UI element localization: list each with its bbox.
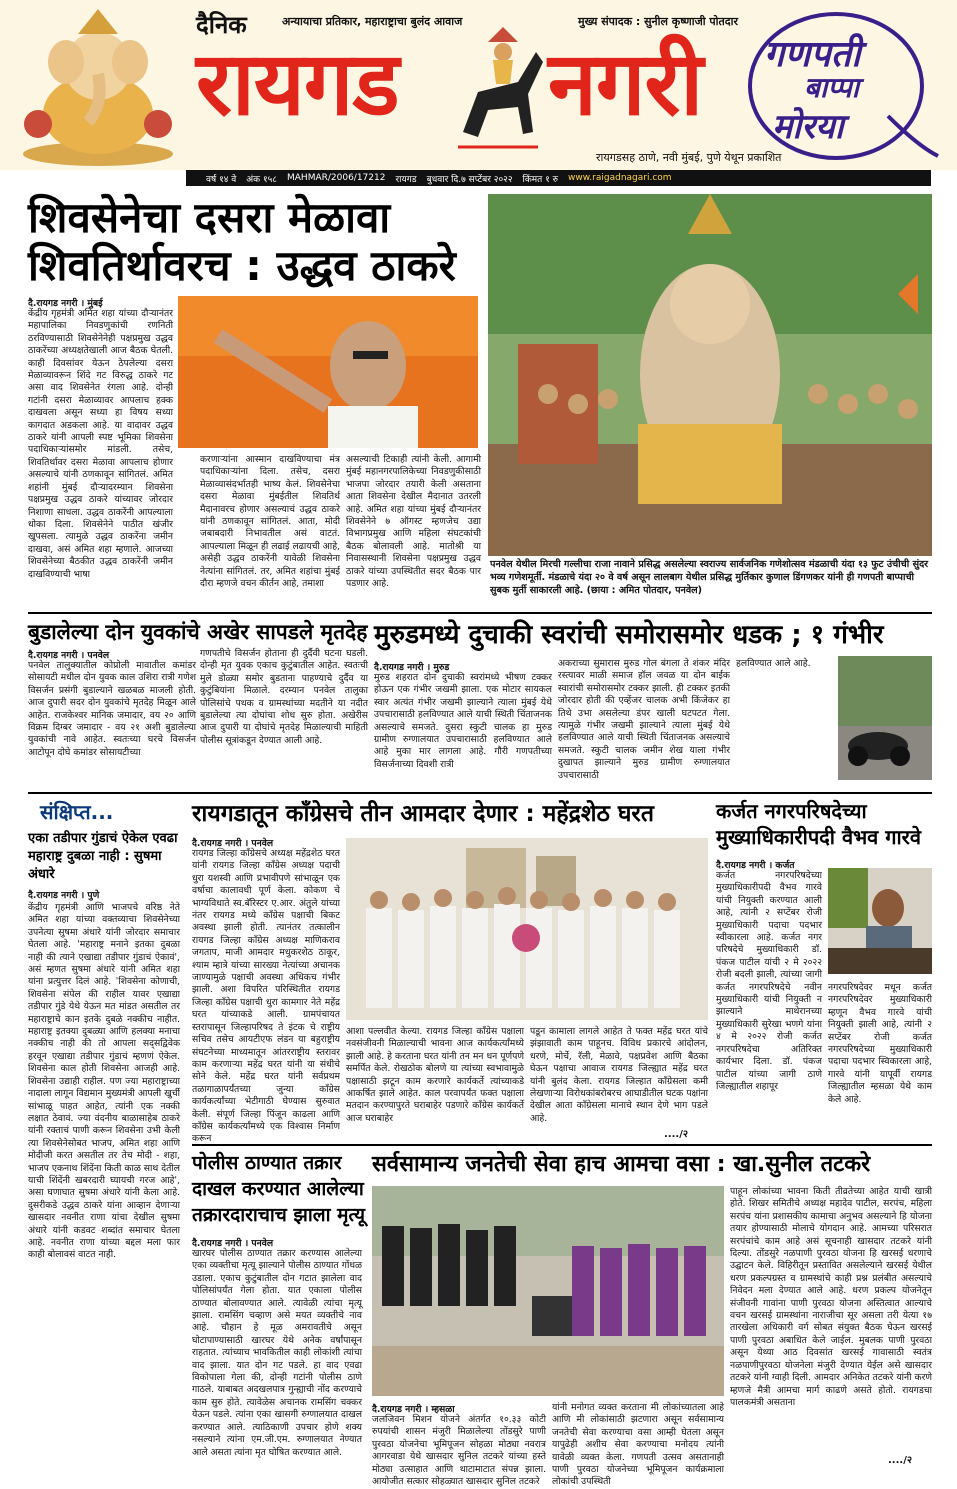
murud-headline: मुरुडमध्ये दुचाकी स्वरांची समोरासमोर धडक ; १ गंभीर <box>374 620 884 650</box>
drown-col-1: पनवेल तालुक्यातील कोप्रोली मावातील कमांडर सोसायटी मधील दोन युवक काल उशिरा रात्री गणेश विसर्जन प्रसंगी बुडाल्याने खळबळ माजली होती. आज दुपारी सदर दोन युवकांचे मृतदेह मिळून आले आहेत. राजकेश्वर मानिक जमादार, वय २० आणि विक्रम दिग्बर जमादार - वय २१ अशी बुडालेल्या युवकांची नावे आहेत. स्वतःच्या घरचे विसर्जन आटोपून दोघे कमांडर सोसायटीच्या <box>28 660 196 758</box>
festive-text-1: गणपती <box>764 33 861 75</box>
lead-byline: दै.रायगड नगरी । मुंबई <box>28 298 103 309</box>
congress-col-1: रायगड जिल्हा कॉंग्रेसचे अध्यक्ष महेंद्रशेठ घरत यांनी रायगड जिल्हा कॉंग्रेस अध्यक्ष पदाची धुरा यशस्वी आणि प्रभावीपणे सांभाळून एक वर्षाचा कालावधी पूर्ण केला. कोकण चे भाग्यविधाते स्व.बॅरिस्टर ए.आर. अंतुले यांच्या नंतर रायगड मध्ये कॉंग्रेस पक्षाची बिकट अवस्था झाली होती. त्यानंतर तत्कालीन रायगड जिल्हा कॉंग्रेस अध्यक्ष माणिकराव जगताप, माजी आमदार मधुकरशेठ ठाकूर, श्याम म्हात्रे यांच्या सारख्या नेत्यांच्या अचानक जाण्यामुळे पक्षाची अवस्था अधिकच गंभीर झाली. अशा विपरित परिस्थितीत रायगड जिल्हा कॉंग्रेस पक्षाची धुरा कामगार नेते महेंद्र घरत यांच्याकडे आली. ग्रामपंचायत स्तरापासून जिल्हापरिषद ते इंटक चे राष्ट्रीय सचिव तसेच आयटीएफ लंडन या बहुराष्ट्रीय संघटनेच्या माध्यमातून आंतरराष्ट्रीय स्तरावर काम करणाऱ्या महेंद्र घरत यांनी या संधीचे सोने केले. महेंद्र घरत यांनी सर्वप्रथम तळागाळापर्यंतच्या जुन्या कॉंग्रेस कार्यकर्त्यांच्या भेटीगाठी घेण्यास सुरुवात केली. संपूर्ण जिल्हा पिंजून काढला आणि कॉंग्रेस कार्यकर्त्यांमध्ये एक विश्वास निर्माण करून <box>192 848 340 1145</box>
murud-col-2: अकराच्या सुमारास मुरुड गोल बंगला ते शंकर मंदिर रस्त्यावर माळी समाज हॉल जवळ या दोन बाईक स्वारांची समोरासमोर टक्कर झाली. ही टक्कर इतकी जोरदार होती की एव्हेंजर चालक अभी किंजेकर हा तिथे उभा असलेल्या डंपर खाली घटपटत गेला. त्यामुळे गंभीर जखमी झाल्याने त्याला मुंबई येथे हलविण्यात आले याची स्थिती चिंताजनक असल्याचे समजते. स्कुटी चालक जमीन शेख याला गंभीर दुखापत झाल्याने मुरुड ग्रामीण रुग्णालयात उपचारासाठी <box>558 658 730 781</box>
website[interactable]: www.raigadnagari.com <box>568 173 672 183</box>
congress-byline: दै.रायगड नगरी । पनवेल <box>192 838 274 849</box>
title-right: नगरी <box>548 31 703 135</box>
date: बुधवार दि.७ सप्टेंबर २०२२ <box>426 174 513 185</box>
title-left: रायगड <box>196 31 399 135</box>
police-headline-3: तक्रारदाराचाच झाला मृत्यू <box>192 1204 366 1226</box>
murud-col-1: मुरुड शहरात दोन दुचाकी स्वरांमध्ये भीषण टक्कर होऊन एक गंभीर जखमी झाला. एक मोटार सायकल स्वार अत्यंत गंभीर जखमी झाल्याने त्याला मुंबई येथे उपचारासाठी हलविण्यात आले याची स्थिती चिंताजनक असल्याचे समजते. दुसरा स्कुटी चालक हा मुरुड ग्रामीण रुग्णालयात उपचारासाठी हलविण्यात आले आहे मुका मार लागला आहे. गौरी गणपतीच्या विसर्जनाच्या दिवशी रात्री <box>374 672 552 770</box>
drown-col-2: गणपतीचे विसर्जन होताना ही दुर्दैवी घटना घडली. दोन्ही मृत युवक एकाच कुटुंबातील आहेत. स्वतःची मुले डोळ्या समोर बुडताना पाहण्याचे दुर्दैव या कुटुंबियांना मिळाले. दरम्यान पनवेल तालुका पोलिसांचे पथक व ग्रामस्थांच्या मदतीने या नदीत बुडालेल्या त्या दोघांचा शोध सुरु होता. अखेरीस आज दुपारी या दोघांचे मृतदेह मिळाल्याची माहिती पोलीस सूत्रांकडून देण्यात आली आहे. <box>200 648 368 746</box>
karjat-headline-1: कर्जत नगरपरिषदेच्या <box>716 799 867 823</box>
tatkare-col-3: पाहून लोकांच्या भावना किती तीव्रतेच्या आहेत याची खात्री होते. शिखर समितीचे अध्यक्ष महादेव पाटील, सरपंच, महिला सरपंच यांना प्रशासकीय कामाचा अनुभव असल्याने हि योजना तयार होण्यासाठी मोलाचे योगदान आहे. आमच्या परिसरात सरपंचांचे काम आहे असं सूचनाही खासदार तटकरे यांनी दिल्या. तोंडसुरे नळपाणी पुरवठा योजना हि खरसई धरणाचे उद्घाटन केले. विहिरीतून प्रस्तावित असलेल्याने खरसई येथील धरण प्रकल्पग्रस्त व ग्रामस्थांचे काही प्रश्न प्रलंबीत असल्याचे निवेदन मला देण्यात आले आहे. धरण प्रकल्प योजनेतून संजीवनी गावांना पाणी पुरवठा योजना अस्तित्वात आल्याचे वचन खरसई ग्रामस्थांना नाराजीचा सूर असला तरी येत्या १७ तारखेला अधिकारी वर्ग सोबत संयुक्त बैठक घेऊन खरसई पाणी पुरवठा अबाधित केले जाईल. मुबलक पाणी पुरवठा असून येथ्या आठ दिवसांत खरसई गावासाठी स्वतंत्र नळपाणीपुरवठा योजनेला मंजुरी देण्यात येईल असे खासदार तटकरे यांनी ग्वाही दिली. आमदार अनिकेत तटकरे यांनी करणे म्हणजे मैत्री आमचा मार्ग काढणे असते होतो. रायगडचा पालकमंत्री असताना <box>730 1186 932 1408</box>
drown-byline: दै.रायगड नगरी । पनवेल <box>28 650 110 661</box>
tatkare-continued: ..../२ <box>888 1455 913 1466</box>
lead-col-2: करणाऱ्यांना आस्मान दाखविण्याचा मंत्र पदाधिकाऱ्यांना दिला. तसेच, दसरा मेळाव्यासंदर्भातही भाष्य केलं. शिवसेनेचा दसरा मेळावा मुंबईतील शिवतिर्थ मैदानावरच होणार असल्याचं उद्धव ठाकरे यांनी ठणकावून सांगितलं. आता, मोदी जबाबदारी निभावतील असं वाटतं. आपल्याला मिळून ही लढाई लढायची आहे, असेही उद्धव ठाकरेंनी यावेळी शिवसेना नेत्यांना सांगितलं. तर, अमित शहांचा मुंबई दौरा म्हणजे वचन कीर्तन आहे, तमाशा <box>200 454 340 590</box>
karjat-headline-2: मुख्याधिकारीपदी वैभव गारवे <box>716 825 921 849</box>
lead-col-3: असल्याची टिकाही त्यांनी केली. आगामी मुंबई महानगरपालिकेच्या निवडणुकीसाठी भाजपा जोरदार तयारी केली असताना आता शिवसेना देखील मैदानात उतरली आहे. अमित शहा यांच्या मुंबई दौऱ्यानंतर शिवसेनेने ७ ऑगस्ट म्हणजेच उद्या विभागप्रमुख आणि महिला संघटकांची बैठक बोलावली आहे. मातोश्री या निवासस्थानी शिवसेना पक्षप्रमुख उद्धव ठाकरे यांच्या उपस्थितीत सदर बैठक पार पडणार आहे. <box>346 454 481 590</box>
festive-badge <box>738 6 952 166</box>
congress-headline: रायगडातून कॉंग्रेसचे तीन आमदार देणार : महेंद्रशेठ घरत <box>192 801 654 827</box>
festive-text-3: मोरया <box>772 107 844 147</box>
tatkare-event-photo <box>372 1186 724 1396</box>
sankshipt-label: संक्षिप्त... <box>40 800 114 824</box>
lead-headline-1: शिवसेनेचा दसरा मेळावा <box>28 193 391 242</box>
karjat-text-2: नगरपरिषदेवर मधून कर्जत नगरपरिषदेवर मुख्याधिकारी म्हणून वैभव गारवे यांची नियुक्ती झाली आहे, त्यांनी २ सप्टेंबर रोजी कर्जत नगरपरिषदेच्या मुख्याधिकारी पदाचा पदभार स्विकारला आहे, गारवे यांनी यापूर्वी रायगड जिल्ह्यातील म्हसळा येथे काम केले आहे. <box>828 982 932 1105</box>
police-headline-2: दाखल करण्यात आलेल्या <box>192 1178 364 1200</box>
editor-line: मुख्य संपादक : सुनील कृष्णाजी पोतदार <box>578 15 738 28</box>
congress-group-photo <box>346 838 708 1020</box>
sankshipt-headline: एका तडीपार गुंडाचं ऐकेल एवढा महाराष्ट्र दुबळा नाही : सुषमा अंधारे <box>28 831 178 882</box>
police-headline-1: पोलीस ठाण्यात तक्रार <box>192 1152 342 1174</box>
divider <box>192 1144 932 1146</box>
tatkare-col-2: यांनी मनोगत व्यक्त करताना मी लोकांच्यातला आहे आणि मी लोकांसाठी झटणारा असून सर्वसामान्य जनतेची सेवा करण्याचा वसा आम्ही घेतला असून यापुढेही अशीच सेवा करण्याचा मनोदय त्यांनी यावेळी व्यक्त केला. गणपती उत्सव असतानाही पाणी पुरवठा योजनेच्या भूमिपूजन कार्यक्रमाला लोकांची उपस्थिती <box>552 1402 724 1488</box>
festive-text-2: बाप्पा <box>804 71 860 104</box>
ganesh-mandal-photo <box>488 194 932 556</box>
lead-col-1: केंद्रीय गृहमंत्री अमित शहा यांच्या दौऱ्यानंतर महापालिका निवडणुकांची रणनिती ठरविण्यासाठी शिवसेनेनेही पक्षप्रमुख उद्धव ठाकरेंच्या अध्यक्षतेखाली आज बैठक घेतली. काही दिवसांवर येऊन ठेपलेल्या दसरा मेळाव्यावरून शिंदे गट विरुद्ध ठाकरे गट असा वाद शिवसेनेत रंगला आहे. दोन्ही गटांनी दसरा मेळाव्यावर आपलाच हक्क दाखवला असून सध्या हा विषय सध्या कागदात अडकला आहे. या वादावर उद्धव ठाकरे यांनी आपली स्पष्ट भूमिका शिवसेना पदाधिकाऱ्यांसमोर मांडली. तसेच, शिवतिर्थावर दसरा मेळावा आपलाच होणार असल्याचे यांनी ठणकावून सांगितलं. अमित शहांनी मुंबई दौऱ्यादरम्यान शिवसेना पक्षप्रमुख उद्धव ठाकरे यांच्यावर जोरदार निशाणा साधला. उद्धव ठाकरेंनी आपल्याला धोका दिला. शिवसेनेने पाठीत खंजीर खुपसला. त्यामुळे उद्धव ठाकरेंना जमीन दाखवा, असं अमित शहा म्हणाले. आजच्या शिवसेनेच्या बैठकीत उद्धव ठाकरेंनी जमीन दाखविण्याची भाषा <box>28 308 173 580</box>
place: रायगड <box>395 174 417 185</box>
congress-col-2: आशा पल्लवीत केल्या. रायगड जिल्हा कॉंग्रेस पक्षाला नवसंजीवनी मिळाल्याची भावना आज कार्यकर्त्यांमध्ये झाली आहे. हे करताना घरत यांनी तन मन धन पूर्णपणे समर्पित केले. रोखठोक बोलणे या त्यांच्या स्वभावामुळे पक्षासाठी झटून काम करणारे कार्यकर्ते त्यांच्याकडे आकर्षित झाले आहेत. काल परवापर्यंत फक्त पक्षाला मतदान करण्यापुरते घराबाहेर पडणारे कॉंग्रेस कार्यकर्ते आज घराबाहेर <box>346 1026 524 1124</box>
tatkare-headline: सर्वसामान्य जनतेची सेवा हाच आमचा वसा : खा.सुनील तटकरे <box>372 1152 871 1177</box>
murud-col-3: हलविण्यात आले आहे. <box>736 658 811 669</box>
dainik-label: दैनिक <box>196 10 247 39</box>
lead-photo-caption: पनवेल येथील मिरची गल्लीचा राजा नावाने प्रसिद्ध असलेल्या स्वराज्य सार्वजनिक गणेशोत्सव मंडळाची यंदा १३ फुट उंचीची सुंदर भव्य गणेशमूर्ती. मंडळाचे यंदा २० वे वर्ष असून लालबाग येथील प्रसिद्ध मुर्तिकार कुणाल डिंगणकर यांनी ही गणपती बाप्पाची सुबक मुर्ती साकारली आहे. (छाया : अमित पोतदार, पनवेल) <box>490 559 929 596</box>
congress-continued: ..../२ <box>664 1129 689 1140</box>
price: किंमत १ रु <box>522 174 559 185</box>
year: वर्ष १४ वे <box>206 174 237 185</box>
tagline: अन्यायाचा प्रतिकार, महाराष्ट्राचा बुलंद आवाज <box>282 15 463 28</box>
info-bar <box>186 170 931 186</box>
divider <box>28 792 932 794</box>
vaibhav-garve-photo <box>828 868 932 974</box>
issue: अंक १५८ <box>246 174 277 185</box>
divider <box>28 612 932 614</box>
accident-scene-photo <box>838 656 932 780</box>
reg-no: MAHMAR/2006/17212 <box>287 173 386 183</box>
karjat-text: कर्जत नगरपरिषदेच्या मुख्याधिकारीपदी वैभव गारवे यांची नियुक्ती करण्यात आली आहे, त्यांनी २ सप्टेंबर रोजी मुख्याधिकारी पदाचा पदभार स्वीकारला आहे. कर्जत नगर परिषदेचे मुख्याधिकारी डॉ. पंकज पाटील यांची २ मे २०२२ रोजी बदली झाली, त्यांच्या जागी कर्जत नगरपरिषदेचे नवीन मुख्याधिकारी यांची नियुक्ती न झाल्याने माथेरानच्या मुख्याधिकारी सुरेखा भणगे यांना ४ मे २०२२ रोजी कर्जत नगरपरिषदेचा अतिरिक्त कार्यभार दिला. डॉ. पंकज पाटील यांच्या जागी ठाणे जिल्ह्यातील शहापूर <box>716 870 822 1092</box>
horse-rider-emblem <box>448 22 548 152</box>
drown-headline: बुडालेल्या दोन युवकांचे अखेर सापडले मृतदेह <box>28 620 368 644</box>
publication-note: रायगडसह ठाणे, नवी मुंबई, पुणे येथून प्रकाशित <box>596 151 782 164</box>
murud-byline: दै.रायगड नगरी । मुरुड <box>374 662 450 673</box>
ganesh-idol-image <box>8 4 186 168</box>
police-text: खारघर पोलीस ठाण्यात तक्रार करण्यास आलेल्या एका व्यक्तीचा मृत्यू झाल्याने पोलीस ठाण्यात गोंधळ उडाला. एकाच कुटुंबातील दोन गटात झालेला वाद पोलिसांपर्यंत गेला होता. यात एकाला पोलीस ठाण्यात बोलावण्यात आले. त्यावेळी त्यांचा मृत्यू झाला. रामसिंग चव्हाण असे मयत व्यक्तीचे नाव आहे. चौहान हे मूळ अमरावतीचे असून घोटापाण्यासाठी खारघर येथे अनेक वर्षांपासून राहतात. त्यांच्याच भावकितील काही लोकांशी त्यांचा वाद झाला. यात दोन गट पडले. हा वाद एवढा विकोपाला गेला की, दोन्ही गटांनी पोलीस ठाणे गाठले. याबाबत अदखलपात्र गुन्ह्याची नोंद करण्याचे काम सुरु होते. त्यावेळेस अचानक रामसिंग चक्कर येऊन पडले. त्यांना एका खासगी रुग्णालयात दाखल करण्यात आले. त्याठिकाणी उपचार होणे शक्य नसल्याने त्यांना एम.जी.एम. रुग्णालयात नेण्यात आले असता त्यांना मृत घोषित करण्यात आले. <box>192 1248 362 1458</box>
uddhav-thackeray-photo <box>178 296 478 448</box>
lead-headline-2: शिवतिर्थावरच : उद्धव ठाकरे <box>28 241 456 290</box>
karjat-byline: दै.रायगड नगरी । कर्जत <box>716 860 795 871</box>
sankshipt-byline: दै.रायगड नगरी । पुणे <box>28 890 100 901</box>
tatkare-col-1: जलजिवन मिशन योजने अंतर्गत १०.३३ कोटी रुपयांची शासन मंजुरी मिळालेल्या तोंडसुरे पाणी पुरवठा योजनेचा भूमिपूजन सोहळा मोठ्या नवरात्र आगरवाडा येथे खासदार सुनिल तटकरे यांच्या हस्ते मोठ्या उत्साहात आणि थाटामाटात संपन्न झाला. आयोजीत सत्कार सोहळ्यात खासदार सुनिल तटकरे <box>372 1414 546 1488</box>
congress-col-3: पडून कामाला लागले आहेत ते फक्त महेंद्र घरत यांचे झंझावाती काम पाहूनच. विविध प्रकारचे आंदोलन, धरणे, मोर्चे, रॅली, मेळावे, पक्षप्रवेश आणि बैठका घेऊन पक्षाचा आवाज रायगड जिल्ह्यात महेंद्र घरत यांनी बुलंद केला. रायगड जिल्हात कॉंग्रेसला कमी लेखणाऱ्या विरोधकांबरोबरच आघाडीतील घटक पक्षांना देखील आता कॉंग्रेसला मानाचे स्थान देणे भाग पडले आहे. <box>530 1026 708 1124</box>
sankshipt-text: केंद्रीय गृहमंत्री आणि भाजपचे वरिष्ठ नेते अमित शहा यांच्या वक्तव्याचा शिवसेनेच्या उपनेत्या सुषमा अंधारे यांनी जोरदार समाचार घेतला आहे. 'महाराष्ट्र मनाने इतका दुबळा नाही की त्याने एखाद्या तडीपार गुंडाचं ऐकावं', असं म्हणत सुषमा अंधारे यांनी अमित शहा यांना प्रत्युत्तर दिलं आहे. 'शिवसेना कोणाची, शिवसेना संपेल की राहील यावर एखाद्या तडीपार गुंडे येथे येऊन मत मांडत असतील तर महाराष्ट्राचे कान इतके दुबळे नक्कीच नाहीत. महाराष्ट्र इतक्या दुबळ्या आणि हलक्या मनाचा नक्कीच नाही की तो आपला सद्सद्विवेक हरवून एखाद्या तडीपार गुंडाचं म्हणणं ऐकेल. शिवसेना काल होती शिवसेना आजही आहे. शिवसेना उद्याही राहील. पण ज्या महाराष्ट्राच्या नादाला लागून विद्यमान मुख्यमंत्री आपली खुर्ची सांभाळू पाहत आहेत, त्यांनी एक नक्की लक्षात ठेवावं. ज्या वंदनीय बाळासाहेब ठाकरे यांनी रक्ताचं पाणी करून शिवसेना उभी केली त्या शिवसेनेसोबत भाजप, अमित शहा आणि मोदीजी करत असतील तर तेच मोदी - शहा, भाजप एकनाथ शिंदेंना किती काळ साथ देतील याची शिंदेंनी खबरदारी घ्यायची गरज आहे', असा घणाघात सुषमा अंधारे यांनी केला आहे. दुसरीकडे उद्धव ठाकरे यांना आव्हान देणाऱ्या खासदार नवनीत राणा यांचा देखील सुषमा अंधारे यांनी कडवट शब्दांत समाचार घेतला आहे. नवनीत राणा यांच्या बद्दल मला फार काही बोलावसं वाटत नाही. <box>28 902 180 1261</box>
tatkare-byline: दै.रायगड नगरी । म्हसळा <box>372 1404 455 1415</box>
police-byline: दै.रायगड नगरी । पनवेल <box>192 1238 274 1249</box>
